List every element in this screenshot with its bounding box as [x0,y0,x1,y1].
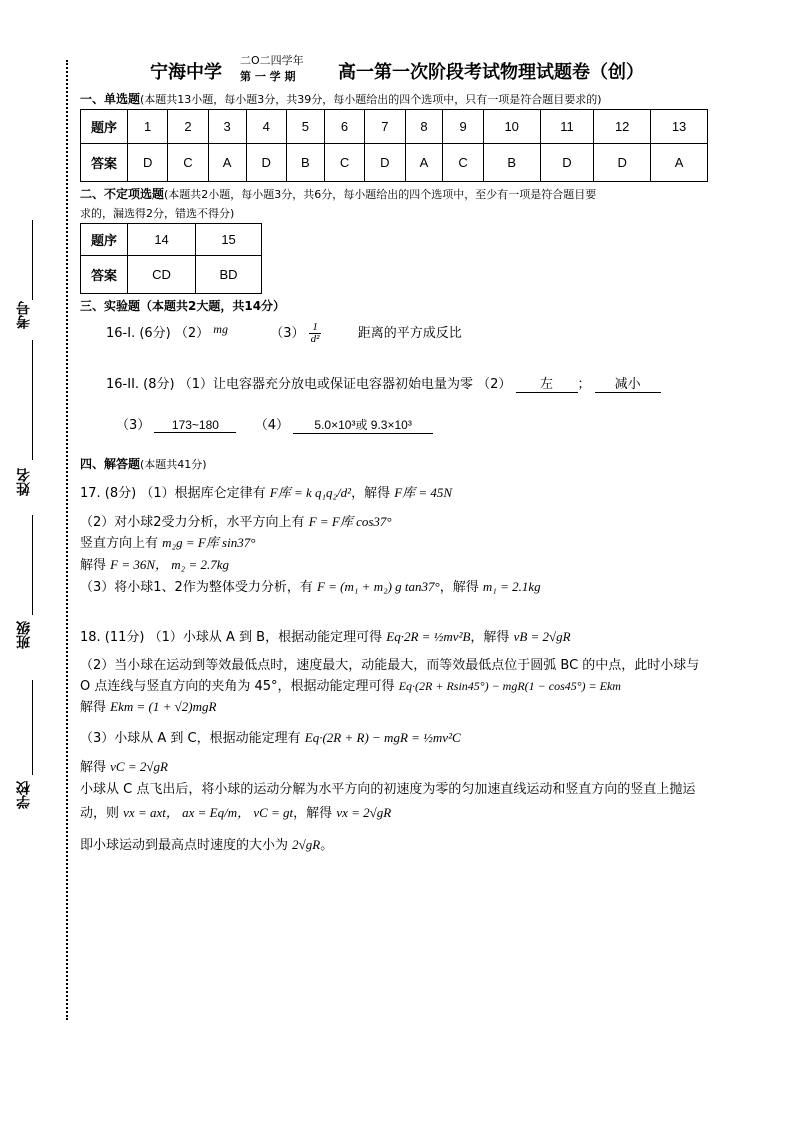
row-label-answer: 答案 [81,256,128,294]
section1-answer-table [80,109,708,182]
q18-text: （3）小球从 A 到 C，根据动能定理有 [80,731,301,746]
question-number: 14 [128,224,196,256]
q16-2-answer-b: 减小 [595,373,661,393]
q18-text: 。 [320,838,334,853]
answer-cell: B [483,144,540,182]
q17-vertical-equation: m₂g = F库 sin37° [162,535,256,550]
q16-2-line-2 [116,414,433,434]
answer-cell: BD [196,256,262,294]
question-number: 1 [128,110,168,144]
answer-row [81,144,708,182]
q17-solution: F = 36N， m₂ = 2.7kg [110,557,229,572]
answer-cell: A [405,144,443,182]
answer-cell: D [246,144,286,182]
q17-text: （2）对小球2受力分析，水平方向上有 [80,515,305,530]
exam-title: 高一第一次阶段考试物理试题卷（创） [338,62,644,83]
q17-line-1 [80,482,452,501]
answer-cell: D [365,144,405,182]
q16-2-answer-d: 5.0×10³或 9.3×10³ [293,416,433,434]
q18-text: ，解得 [293,806,333,821]
q17-line-3 [80,532,255,551]
q17-result-force: F库 = 45N [394,485,453,500]
q18-text: 即小球运动到最高点时速度的大小为 [80,838,289,853]
section1-heading [80,90,602,107]
q18-text: O 点连线与竖直方向的夹角为 45°，根据动能定理可得 [80,679,395,694]
q17-text: 竖直方向上有 [80,536,159,551]
question-number: 5 [286,110,324,144]
question-number: 11 [540,110,594,144]
section3-title: 三、实验题（本题共2大题，共14分） [80,299,286,313]
fraction-numerator: 1 [309,322,322,334]
q16-2-answer-a: 左 [516,373,578,393]
q18-motion-equations: vx = axt， ax = Eq/m， vC = gt [123,805,294,820]
class-line [32,515,33,615]
question-number: 4 [246,110,286,144]
q18-line-5 [80,727,461,746]
section1-title: 一、单选题 [80,92,141,106]
q17-line-5 [80,576,541,595]
section2-title: 二、不定项选题 [80,187,165,201]
question-number: 8 [405,110,443,144]
q18-line-6 [80,756,168,775]
q17-text: （3）将小球1、2作为整体受力分析，有 [80,580,313,595]
question-number: 7 [365,110,405,144]
q16-1-answer-text: 距离的平方成反比 [357,326,462,341]
section4-title: 四、解答题 [80,457,141,471]
school-year: 二O二四学年 [240,54,304,67]
q17-coulomb-equation: F库 = k q₁q₂/d² [269,485,352,500]
answer-cell: C [443,144,483,182]
question-number: 6 [324,110,364,144]
q16-2-separator: ； [577,377,591,392]
q17-whole-equation: F = (m₁ + m₂) g tan37° [316,579,440,594]
school-name: 宁海中学 [150,62,222,83]
q16-2-label: 16-II. (8分) （1）让电容器充分放电或保证电容器初始电量为零 （2） [106,377,512,392]
q17-line-4 [80,554,229,573]
q17-horizontal-equation: F = F库 cos37° [308,514,392,529]
q16-1-label: 16-I. (6分) （2） [106,326,210,341]
q18-line-3 [80,675,621,694]
section2-answer-table [80,223,262,294]
q16-2-part3: （3） [116,418,151,433]
q17-text: ，解得 [351,486,391,501]
q18-line-1 [80,626,571,645]
q18-result-vc: vC = 2√gR [110,759,168,774]
q18-text: 解得 [80,760,107,775]
q18-line-8 [80,802,391,821]
section1-desc: (本题共13小题，每小题3分，共39分，每小题给出的四个选项中，只有一项是符合题目要求的) [140,93,602,106]
answer-cell: A [651,144,708,182]
question-row [81,224,262,256]
row-label-answer: 答案 [81,144,128,182]
question-number: 3 [208,110,246,144]
q16-1-line [106,322,462,345]
q17-line-2 [80,511,392,530]
q17-text: ，解得 [439,580,479,595]
row-label-question: 题序 [81,224,128,256]
exam-no-label: 考号 [16,301,32,329]
q18-final-answer: 2√gR [292,837,321,852]
answer-cell: D [594,144,651,182]
q18-line-2: （2）当小球在运动到等效最低点时，速度最大，动能最大，而等效最低点位于圆弧 BC 的中点，此时小球与 [80,658,700,673]
q16-1-part3: （3） [270,326,305,341]
section2-heading [80,185,596,202]
section4-desc: (本题共41分) [140,458,207,471]
question-row [81,110,708,144]
q16-1-answer-mg: mg [213,322,228,336]
q18-line-9 [80,834,333,853]
answer-cell: D [128,144,168,182]
q18-line-4 [80,696,216,715]
answer-cell: CD [128,256,196,294]
name-line [32,340,33,460]
school-label: 学校 [16,781,32,809]
answer-cell: B [286,144,324,182]
q18-line-7: 小球从 C 点飞出后，将小球的运动分解为水平方向的初速度为零的匀加速直线运动和竖直方向的竖直上抛运 [80,782,696,797]
question-number: 13 [651,110,708,144]
q18-result-vb: vB = 2√gR [513,629,571,644]
answer-cell: C [324,144,364,182]
exam-no-line [32,220,33,300]
q18-energy-equation-3: Eq·(2R + R) − mgR = ½mv²C [304,730,461,745]
name-label: 姓名 [16,468,32,496]
q18-energy-equation-1: Eq·2R = ½mv²B [386,629,471,644]
answer-cell: A [208,144,246,182]
question-number: 2 [168,110,208,144]
school-line [32,680,33,775]
answer-cell: C [168,144,208,182]
question-number: 12 [594,110,651,144]
answer-row [81,256,262,294]
question-number: 10 [483,110,540,144]
section2-desc-1: (本题共2小题，每小题3分，共6分，每小题给出的四个选项中，至少有一项是符合题目要 [164,188,597,201]
q16-2-part4: （4） [254,418,289,433]
fraction-denominator: d² [310,333,320,345]
q16-1-fraction [309,322,322,345]
q17-text: 解得 [80,558,107,573]
q16-2-line [106,373,661,393]
semester: 第 一 学 期 [240,70,296,83]
section4-heading [80,455,207,472]
binding-dotted-line [66,60,68,1020]
q18-text: ，解得 [470,630,510,645]
q17-result-mass: m₁ = 2.1kg [482,579,541,594]
q18-result-ekm: Ekm = (1 + √2)mgR [110,699,217,714]
answer-cell: D [540,144,594,182]
section2-desc-2: 求的，漏选得2分，错选不得分) [80,207,235,220]
q18-text: 18. (11分) （1）小球从 A 到 B，根据动能定理可得 [80,630,383,645]
q18-text: 动，则 [80,806,120,821]
q18-text: 解得 [80,700,107,715]
class-label: 班级 [16,621,32,649]
q17-text: 17. (8分) （1）根据库仑定律有 [80,486,266,501]
q16-2-answer-c: 173~180 [154,418,236,433]
row-label-question: 题序 [81,110,128,144]
q18-energy-equation-2: Eq·(2R + Rsin45°) − mgR(1 − cos45°) = Ekm [398,679,621,693]
question-number: 15 [196,224,262,256]
question-number: 9 [443,110,483,144]
q18-result-vx: vx = 2√gR [336,805,392,820]
